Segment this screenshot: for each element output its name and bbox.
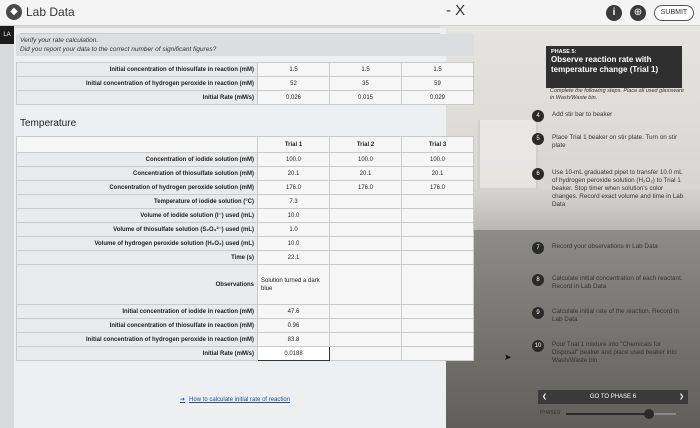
table-row xyxy=(17,63,474,77)
title-bar xyxy=(0,0,700,26)
table-row xyxy=(17,77,474,91)
data-cell[interactable]: 1.0 xyxy=(258,223,330,237)
data-cell[interactable]: 100.0 xyxy=(402,153,474,167)
how-to-calculate-link[interactable] xyxy=(180,396,290,403)
temperature-table xyxy=(16,136,474,361)
phases-knob[interactable] xyxy=(644,409,654,419)
data-cell[interactable] xyxy=(330,195,402,209)
row-label: Initial concentration of hydrogen peroxide in reaction (mM) xyxy=(17,333,258,347)
step-number: 4 xyxy=(532,110,544,122)
data-cell[interactable]: 0.026 xyxy=(258,91,330,105)
window-title: Lab Data xyxy=(26,5,75,19)
data-cell[interactable] xyxy=(402,305,474,319)
link-label: How to calculate initial rate of reaction xyxy=(189,397,291,403)
step-text: Calculate initial rate of the reaction. Record in Lab Data xyxy=(552,308,680,323)
step-number: 10 xyxy=(532,340,544,352)
row-label: Volume of iodide solution (I⁻) used (mL) xyxy=(17,209,258,223)
row-label: Initial concentration of hydrogen peroxide in reaction (mM) xyxy=(17,77,258,91)
row-label: Time (s) xyxy=(17,251,258,265)
step-number: 5 xyxy=(532,133,544,145)
data-cell[interactable]: 20.1 xyxy=(402,167,474,181)
table-row xyxy=(17,195,474,209)
step-text: Place Trial 1 beaker on stir plate. Turn on stir plate xyxy=(552,134,677,149)
data-cell[interactable] xyxy=(402,319,474,333)
table-row xyxy=(17,91,474,105)
table-row xyxy=(17,153,474,167)
side-tab[interactable]: LA xyxy=(0,26,14,44)
step-text: Calculate initial concentration of each reactant. Record in Lab Data xyxy=(552,275,683,290)
table-row xyxy=(17,181,474,195)
data-cell[interactable]: 100.0 xyxy=(258,153,330,167)
row-label: Volume of thiosulfate solution (S₂O₃²⁻) used (mL) xyxy=(17,223,258,237)
chevron-left-icon[interactable]: ❮ xyxy=(542,394,548,400)
table-row xyxy=(17,333,474,347)
row-label: Initial Rate (mM/s) xyxy=(17,91,258,105)
phases-progress xyxy=(538,408,688,420)
phase-title: Observe reaction rate with temperature change (Trial 1) xyxy=(551,55,659,74)
table-row xyxy=(17,167,474,181)
step-text: Use 10-mL graduated pipet to transfer 10.0 mL of hydrogen peroxide solution (H₂O₂) to Trial 1 beaker. Stop timer when solution's color changes. Record exact volume and time in Lab Data xyxy=(552,169,684,208)
next-phase-label: GO TO PHASE 6 xyxy=(589,394,637,400)
data-cell[interactable] xyxy=(330,305,402,319)
data-cell[interactable]: Solution turned a dark blue xyxy=(258,265,330,305)
step-text: Pour Trial 1 mixture into "Chemicals for Disposal" beaker and place used beaker into Wash/Waste bin xyxy=(552,341,677,364)
phases-fill xyxy=(566,413,649,415)
verify-heading xyxy=(16,34,474,56)
row-label: Initial concentration of iodide in reaction (mM) xyxy=(17,305,258,319)
language-icon[interactable]: ⊕ xyxy=(630,5,646,21)
data-cell[interactable] xyxy=(330,333,402,347)
column-header: Trial 2 xyxy=(330,137,402,153)
table-row xyxy=(17,347,474,361)
table-header-row xyxy=(17,137,474,153)
header-blank xyxy=(17,137,258,153)
data-cell[interactable] xyxy=(402,209,474,223)
data-cell[interactable] xyxy=(402,223,474,237)
data-cell[interactable]: 52 xyxy=(258,77,330,91)
row-label: Volume of hydrogen peroxide solution (H₂O₂) used (mL) xyxy=(17,237,258,251)
data-cell[interactable]: 20.1 xyxy=(330,167,402,181)
data-cell[interactable] xyxy=(330,251,402,265)
data-cell[interactable]: 176.0 xyxy=(402,181,474,195)
data-cell[interactable]: 35 xyxy=(330,77,402,91)
step-number: 7 xyxy=(532,242,544,254)
data-cell[interactable]: 10.0 xyxy=(258,209,330,223)
arrow-right-icon: ➔ xyxy=(180,397,186,403)
data-cell[interactable]: 176.0 xyxy=(258,181,330,195)
data-cell[interactable]: 1.5 xyxy=(330,63,402,77)
data-cell[interactable] xyxy=(330,265,402,305)
section-title: Temperature xyxy=(20,118,77,129)
table-row xyxy=(17,209,474,223)
data-cell[interactable]: 100.0 xyxy=(330,153,402,167)
step-number: 8 xyxy=(532,274,544,286)
phase-header xyxy=(546,46,682,88)
column-header: Trial 3 xyxy=(402,137,474,153)
row-label: Concentration of iodide solution (mM) xyxy=(17,153,258,167)
row-label: Observations xyxy=(17,265,258,305)
verify-heading-line: Did you report your data to the correct number of significant figures? xyxy=(20,46,217,53)
table-row xyxy=(17,237,474,251)
verify-section xyxy=(16,34,474,56)
data-cell[interactable]: 176.0 xyxy=(330,181,402,195)
table-row xyxy=(17,319,474,333)
row-label: Concentration of hydrogen peroxide solution (mM) xyxy=(17,181,258,195)
data-cell[interactable] xyxy=(402,251,474,265)
chevron-right-icon[interactable]: ❯ xyxy=(678,394,684,400)
row-label: Initial concentration of thiosulfate in reaction (mM) xyxy=(17,319,258,333)
data-cell[interactable] xyxy=(402,195,474,209)
phase-subtitle: Complete the following steps. Place all used glassware in Wash/Waste bin. xyxy=(550,88,684,101)
data-cell[interactable]: 1.5 xyxy=(258,63,330,77)
data-cell[interactable]: 7.3 xyxy=(258,195,330,209)
step-text: Record your observations in Lab Data xyxy=(552,243,658,250)
phases-label: PHASES xyxy=(540,410,561,416)
data-cell[interactable]: 20.1 xyxy=(258,167,330,181)
table-row xyxy=(17,305,474,319)
data-cell[interactable] xyxy=(402,347,474,361)
data-cell[interactable]: 59 xyxy=(402,77,474,91)
data-cell[interactable] xyxy=(402,333,474,347)
row-label: Initial concentration of thiosulfate in reaction (mM) xyxy=(17,63,258,77)
step-number: 9 xyxy=(532,307,544,319)
column-header: Trial 1 xyxy=(258,137,330,153)
table-row xyxy=(17,251,474,265)
data-cell[interactable]: 0.029 xyxy=(402,91,474,105)
submit-button[interactable]: SUBMIT xyxy=(654,5,694,21)
data-cell[interactable] xyxy=(402,265,474,305)
step-number: 6 xyxy=(532,168,544,180)
data-cell[interactable] xyxy=(330,319,402,333)
table-row xyxy=(17,265,474,305)
data-cell[interactable] xyxy=(330,237,402,251)
data-cell[interactable]: 0.96 xyxy=(258,319,330,333)
data-cell[interactable] xyxy=(330,209,402,223)
table-row xyxy=(17,223,474,237)
close-icon[interactable]: - X xyxy=(446,2,466,19)
data-cell[interactable] xyxy=(330,347,402,361)
go-to-phase-button[interactable] xyxy=(538,390,688,404)
info-icon[interactable]: i xyxy=(606,5,622,21)
data-cell[interactable]: 1.5 xyxy=(402,63,474,77)
data-cell[interactable]: 10.0 xyxy=(258,237,330,251)
row-label: Initial Rate (mM/s) xyxy=(17,347,258,361)
mouse-cursor-icon: ➤ xyxy=(504,352,512,362)
verify-table xyxy=(16,62,474,105)
row-label: Concentration of thiosulfate solution (mM) xyxy=(17,167,258,181)
data-cell[interactable]: 0.015 xyxy=(330,91,402,105)
data-cell[interactable] xyxy=(402,237,474,251)
step-text: Add stir bar to beaker xyxy=(552,111,613,118)
data-cell[interactable]: 83.8 xyxy=(258,333,330,347)
verify-heading-line: Verify your rate calculation. xyxy=(20,37,99,44)
beaker-image[interactable] xyxy=(478,120,538,190)
data-cell[interactable]: 0.0188 xyxy=(258,347,330,361)
phase-label: PHASE 5: xyxy=(551,49,577,55)
data-cell[interactable] xyxy=(330,223,402,237)
data-cell[interactable]: 22.1 xyxy=(258,251,330,265)
row-label: Temperature of iodide solution (°C) xyxy=(17,195,258,209)
data-cell[interactable]: 47.6 xyxy=(258,305,330,319)
lab-logo-icon: ◆ xyxy=(6,4,22,20)
